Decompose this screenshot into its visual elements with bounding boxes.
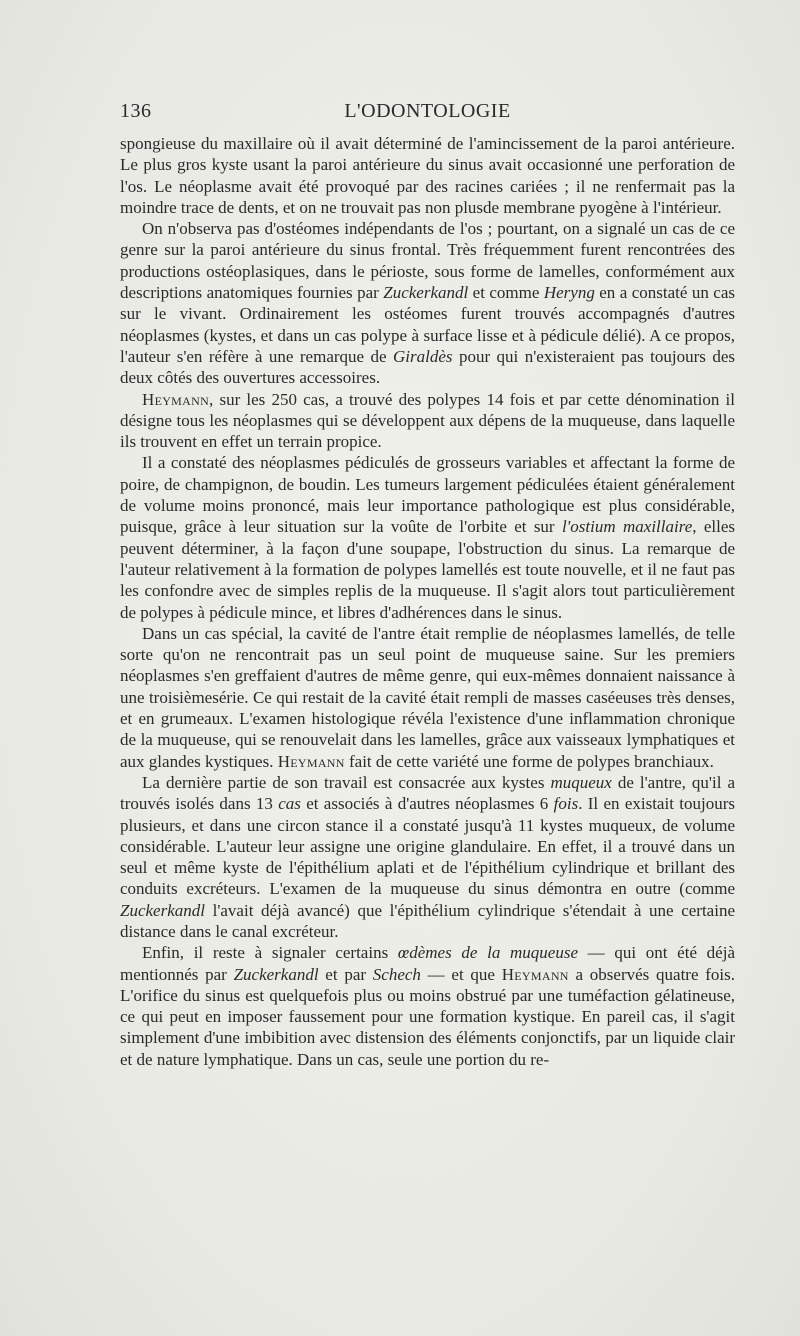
text-run: On n'observa pas d'ostéomes indépendants de l'os ; pourtant, on a signalé un cas de ce genre sur la paroi antérieure du sinus frontal. Très fréquemment furent rencontrées des productions ostéoplasiques, dans le périoste, sous forme de lamelles, conformément aux descriptions anatomiques fournies par: [120, 219, 735, 303]
text-run: pour qui n'existeraient pas toujours des deux côtés des ouvertures accessoires.: [120, 346, 735, 388]
text-run: a observés quatre fois. L'orifice du sinus est quelquefois plus ou moins obstrué par une tuméfaction gélatineuse, ce qui peut en imposer faussement pour une formation kystique. En pareil cas, il s'agit simplement d'une imbibition avec distension des éléments conjonctifs, par un liquide clair et de nature lymphatique. Dans un cas, seule une portion du re-: [120, 964, 735, 1069]
text-run: , sur les 250 cas, a trouvé des polypes 14 fois et par cette dénomination il désigne tous les néoplasmes qui se développent aux dépens de la muqueuse, dans laquelle ils trouvent en effet un terrain propice.: [120, 389, 735, 452]
text-run: La dernière partie de son travail est consacrée aux kystes: [142, 772, 551, 792]
text-run: Dans un cas spécial, la cavité de l'antre était remplie de néoplasmes lamellés, de telle sorte qu'on ne rencontrait pas un seul point de muqueuse saine. Sur les premiers néoplasmes s'en greffaient d'autres de même genre, qui eux-mêmes donnaient naissance à une troisièmesérie. Ce qui restait de la cavité était rempli de masses caséeuses très denses, et en grumeaux. L'examen histologique révéla l'existence d'une inflammation chronique de la muqueuse, qui se renouvelait dans les lamelles, grâce aux vaisseaux lymphatiques et aux glandes kystiques.: [120, 623, 735, 771]
text-run: en a constaté un cas sur le vivant. Ordinairement les ostéomes furent trouvés accompagnés d'autres néoplasmes (kystes, et dans un cas polype à surface lisse et à pédicule délié). A ce propos, l'auteur s'en réfère à une remarque de: [120, 283, 735, 366]
text-run: — qui ont été déjà mentionnés par: [120, 943, 735, 984]
text-run: — et que: [420, 964, 502, 984]
italic-text: Zuckerkandl: [233, 964, 319, 984]
italic-text: œdèmes de la muqueuse: [397, 943, 578, 963]
text-run: et par: [318, 964, 373, 984]
text-run: Il a constaté des néoplasmes pédiculés de grosseurs variables et affectant la forme de poire, de champignon, de boudin. Les tumeurs largement pédiculées étaient généralement de volume moins prononcé, mais leur importance pathologique est plus considérable, puisque, grâce à leur situation sur la voûte de l'orbite et sur: [120, 453, 735, 537]
italic-text: Heryng: [543, 283, 595, 303]
italic-text: Schech: [372, 964, 421, 984]
text-run: Enfin, il reste à signaler certains: [142, 943, 398, 963]
italic-text: Zuckerkandl: [383, 283, 469, 303]
text-run: l'avait déjà avancé) que l'épithélium cylindrique s'étendait à une certaine distance dans le canal excréteur.: [120, 900, 735, 941]
paragraph: [120, 772, 735, 942]
italic-text: fois: [553, 794, 579, 814]
running-title: L'ODONTOLOGIE: [344, 100, 511, 122]
italic-text: Giraldès: [393, 346, 453, 366]
text-run: et comme: [468, 283, 544, 303]
body-text: [120, 133, 735, 1070]
author-name: Heymann: [501, 964, 569, 984]
paragraph: [120, 942, 735, 1070]
author-name: Heymann: [277, 751, 345, 771]
italic-text: l'ostium maxillaire: [561, 517, 693, 537]
text-run: spongieuse du maxillaire où il avait déterminé de l'amincissement de la paroi antérieure. Le plus gros kyste usant la paroi antérieure du sinus avait occasionné une perforation de l'os. Le néoplasme avait été provoqué par des racines cariées ; il ne renfermait pas la moindre trace de dents, et on ne trouvait pas non plusde membrane pyogène à l'intérieur.: [120, 134, 735, 217]
text-run: . Il en existait toujours plusieurs, et dans une circon stance il a constaté jusqu'à 11 kystes muqueux, de volume considérable. L'auteur leur assigne une origine glandulaire. En effet, il a trouvé dans un seul et même kyste de l'épithélium aplati et de l'épithélium cylindrique et brillant des conduits excréteurs. L'examen de la muqueuse du sinus démontra en outre (comme: [120, 794, 735, 899]
page-number: 136: [120, 100, 152, 122]
text-run: de l'antre, qu'il a trouvés isolés dans 13: [120, 772, 735, 814]
text-run: et associés à d'autres néoplasmes 6: [300, 794, 554, 814]
paragraph: [120, 623, 735, 772]
paragraph: [120, 452, 735, 622]
author-name: Heymann: [142, 389, 210, 409]
paragraph: [120, 389, 735, 453]
italic-text: Zuckerkandl: [120, 900, 205, 920]
text-run: fait de cette variété une forme de polypes branchiaux.: [344, 751, 714, 771]
page-header: [120, 100, 735, 126]
italic-text: cas: [278, 794, 301, 814]
paragraph: [120, 133, 735, 218]
italic-text: muqueux: [550, 772, 612, 792]
paragraph: [120, 218, 735, 388]
text-run: , elles peuvent déterminer, à la façon d'une soupape, l'obstruction du sinus. La remarque de l'auteur relativement à la formation de polypes lamellés est toute nouvelle, et il ne faut pas les confondre avec de simples replis de la muqueuse. Il s'agit alors tout particulièrement de polypes à pédicule mince, et libres d'adhérences dans le sinus.: [120, 517, 735, 622]
